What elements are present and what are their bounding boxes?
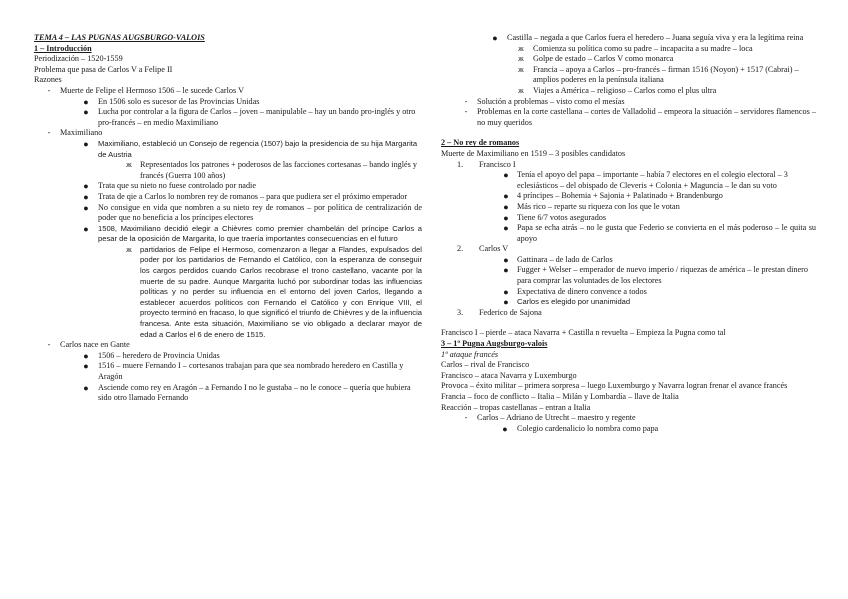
bullet-icon: ● — [83, 223, 89, 234]
bullet-icon: ● — [503, 170, 509, 181]
bullet-text: Trata que su nieto no fuese controlado por nadie — [98, 181, 256, 191]
list-item — [74, 361, 422, 382]
sub-bullet-icon: ж — [518, 54, 524, 64]
dash-marker: - — [47, 128, 51, 138]
dash-marker: - — [464, 96, 468, 106]
castilla-text: Castilla – negada a que Carlos fuera el heredero – Juana seguía viva y era la legítima reina — [507, 33, 804, 42]
list-item — [483, 33, 816, 44]
bullet-text: Fugger + Welser – emperador de nuevo imperio / riquezas de américa – le prestan dinero para comprar las voluntades de los electores — [517, 265, 808, 286]
bullet-text: Colegio cardenalicio lo nombra como papa — [517, 423, 659, 433]
bullet-text: Tenía el apoyo del papa – importante – había 7 electores en el colegio electoral – 3 eclesiásticos – del obispado de Cleveris + Colonia + Maguncia – le dan su voto — [517, 170, 788, 190]
bullet-icon: ● — [503, 223, 509, 234]
list-item — [74, 97, 422, 108]
maximiliano-text: Maximiliano — [60, 128, 103, 138]
bullet-icon: ● — [503, 201, 509, 212]
sub-bullet-text: Comienza su política como su padre – incapacita a su madre – loca — [533, 43, 753, 53]
list-item — [509, 65, 816, 86]
list-item — [509, 44, 816, 55]
list-item — [493, 424, 816, 435]
list-item — [74, 383, 422, 404]
bullet-text: Tiene 6/7 votos asegurados — [517, 212, 607, 222]
section-heading-pugna: 3 – 1º Pugna Augsburgo-valois — [441, 339, 548, 349]
francisco-pierde-text: Francisco I – pierde – ataca Navarra + Castilla n revuelta – Empieza la Pugna como tal — [441, 328, 726, 338]
muerte-felipe-text: Muerte de Felipe el Hermoso 1506 – le sucede Carlos V — [60, 85, 245, 95]
bullet-text: 4 príncipes – Bohemia + Sajonia + Palatinado + Brandenburgo — [517, 191, 723, 201]
dash-marker: - — [47, 340, 51, 350]
sub-bullet-icon: ж — [126, 244, 132, 254]
bullet-text: 1506 – heredero de Provincia Unidas — [98, 350, 220, 360]
bullet-icon: ● — [83, 181, 89, 192]
bullet-text: 1508, Maximiliano decidió elegir a Chièvres como premier chambelán del príncipe Carlos a pesar de la oposición de Margarita, lo que traería importantes consecuencias en el futuro — [98, 223, 422, 244]
list-item — [457, 244, 816, 255]
sub-bullet-icon: ж — [518, 64, 524, 74]
bullet-icon: ● — [83, 382, 89, 393]
periodizacion-text: Periodización – 1520-1559 — [34, 54, 123, 64]
list-item — [495, 191, 816, 202]
bullet-text: Más rico – reparte su riqueza con los que le votan — [517, 201, 680, 211]
bullet-icon: ● — [83, 191, 89, 202]
document-title: TEMA 4 – LAS PUGNAS AUGSBURGO-VALOIS — [34, 33, 205, 42]
sub-bullet-text: Francia – apoya a Carlos – pro-francés – firman 1516 (Noyon) + 1517 (Cabrai) – amplios poderes en la península italiana — [533, 64, 799, 85]
sub-bullet-text: Viajes a América – religioso – Carlos como el plus ultra — [533, 85, 717, 95]
bullet-text: Trata de qie a Carlos lo nombren rey de romanos – para que pudiera ser el próximo emperador — [98, 191, 408, 201]
list-item — [74, 181, 422, 192]
list-item — [74, 224, 422, 245]
number-marker: 3. — [457, 307, 464, 317]
number-marker: 2. — [457, 244, 464, 254]
list-item — [38, 128, 422, 139]
right-column — [441, 33, 816, 434]
list-item — [118, 160, 422, 181]
bullet-icon: ● — [83, 138, 89, 149]
list-item — [74, 192, 422, 203]
spacer — [441, 318, 816, 328]
carlos-rival-text: Carlos – rival de Francisco — [441, 360, 530, 370]
dash-marker: - — [464, 413, 468, 423]
carlos-gante-text: Carlos nace en Gante — [60, 340, 130, 350]
candidate-text: Federico de Sajona — [479, 307, 542, 317]
list-item — [455, 413, 816, 424]
bullet-icon: ● — [503, 297, 509, 308]
sub-bullet-icon: ж — [518, 43, 524, 53]
problema-text: Problema que pasa de Carlos V a Felipe II — [34, 64, 173, 74]
number-marker: 1. — [457, 159, 464, 169]
list-item — [455, 97, 816, 108]
bullet-icon: ● — [503, 265, 509, 276]
bullet-text: Lucha por controlar a la figura de Carlos – joven – manipulable – hay un bando pro-inglés y otro pro-francés – en medio Maximiliano — [98, 107, 416, 127]
bullet-icon: ● — [83, 107, 89, 118]
francisco-ataca-text: Francisco – ataca Navarra y Luxemburgo — [441, 370, 577, 380]
francia-foco-text: Francia – foco de conflicto – Italia – Milán y Lombardía – llave de Italia — [441, 392, 679, 401]
problemas-text: Problemas en la corte castellana – cortes de Valladolid – empeora la situación – servidores flamencos – no muy queridos — [477, 107, 816, 127]
list-item — [495, 297, 816, 308]
bullet-text: Carlos es elegido por unanimidad — [517, 297, 631, 307]
list-item — [495, 287, 816, 298]
section-heading-rey-romanos: 2 – No rey de romanos — [441, 138, 520, 148]
list-item — [495, 265, 816, 286]
bullet-icon: ● — [503, 286, 509, 297]
ataque-frances-text: 1º ataque francés — [441, 349, 499, 359]
left-column — [34, 33, 422, 404]
list-item — [74, 203, 422, 224]
solucion-text: Solución a problemas – visto como el mesías — [477, 96, 625, 106]
bullet-text: No consigue en vida que nombren a su nieto rey de romanos – por política de centralización de poder que no beneficia a los príncipes electores — [98, 202, 422, 223]
bullet-text: En 1506 solo es sucesor de las Provincias Unidas — [98, 96, 260, 106]
spacer — [441, 128, 816, 138]
list-item — [74, 351, 422, 362]
carlos-adriano-text: Carlos – Adriano de Utrecht – maestro y regente — [477, 413, 636, 423]
list-item — [457, 160, 816, 171]
list-item — [495, 213, 816, 224]
provoca-text: Provoca – éxito militar – primera sorpresa – luego Luxemburgo y Navarra logran frenar el avance francés — [441, 381, 788, 391]
list-item — [74, 139, 422, 160]
list-item — [38, 86, 422, 97]
dash-marker: - — [464, 107, 468, 117]
sub-bullet-text: partidarios de Felipe el Hermoso, comenzaron a llegar a Flandes, expulsados del poder por los partidarios de Fernando el Católico, con la esperanza de conseguir los cargos perdidos cuando Carlos recobrase el trono castellano, vacante por la muerte de su padre. Aunque Margarita luchó por subordinar todas las influencias políticas y no perder su influencia en el entorno del joven Carlos, llegando a establecer acuerdos políticos con Fernando el Católico y con Enrique VIII, el proyecto terminó en fracaso, lo que significó el triunfo de Chièvres y de la influencia francesa. Ante esta situación, Maximiliano se vio obligado a declarar mayor de edad a Carlos el 6 de enero de 1515. — [140, 244, 422, 339]
bullet-icon: ● — [502, 423, 508, 434]
sub-bullet-text: Golpe de estado – Carlos V como monarca — [533, 54, 674, 64]
bullet-text: Maximiliano, estableció un Consejo de regencia (1507) bajo la presidencia de su hija Margarita de Austria — [98, 138, 418, 159]
candidate-text: Carlos V — [479, 244, 509, 254]
bullet-icon: ● — [492, 33, 498, 43]
list-item — [38, 340, 422, 351]
bullet-icon: ● — [503, 191, 509, 202]
bullet-text: Gattinara – de lado de Carlos — [517, 254, 613, 264]
bullet-text: 1516 – muere Fernando I – cortesanos trabajan para que sea nombrado heredero en Castilla y Aragón — [98, 361, 404, 381]
sub-bullet-icon: ж — [126, 160, 132, 170]
muerte-max-text: Muerte de Maximiliano en 1519 – 3 posibles candidatos — [441, 148, 626, 158]
bullet-text: Expectativa de dinero convence a todos — [517, 286, 647, 296]
sub-bullet-text: Representados los patrones + poderosos de las facciones cortesanas – bando inglés y francés (Guerra 100 años) — [140, 160, 418, 180]
bullet-icon: ● — [83, 350, 89, 361]
bullet-text: Papa se echa atrás – no le gusta que Federio se convierta en el más poderoso – le quita su apoyo — [517, 223, 816, 243]
list-item — [495, 255, 816, 266]
list-item — [455, 107, 816, 128]
section-heading-introduccion: 1 – Introducción — [34, 43, 92, 53]
bullet-icon: ● — [83, 96, 89, 107]
bullet-text: Asciende como rey en Aragón – a Fernando I no le gustaba – no le conoce – quería que hubiera sido otro llamado Fernando — [98, 382, 411, 403]
candidate-text: Francisco I — [479, 159, 516, 169]
reaccion-text: Reacción – tropas castellanas – entran a Italia — [441, 402, 591, 412]
list-item — [495, 202, 816, 213]
list-item — [495, 170, 816, 191]
list-item — [74, 107, 422, 128]
bullet-icon: ● — [503, 212, 509, 223]
list-item — [118, 245, 422, 340]
dash-marker: - — [47, 85, 51, 95]
list-item — [509, 54, 816, 65]
razones-text: Razones — [34, 75, 62, 85]
list-item — [509, 86, 816, 97]
bullet-icon: ● — [503, 254, 509, 265]
list-item — [495, 223, 816, 244]
list-item — [457, 308, 816, 319]
bullet-icon: ● — [83, 202, 89, 213]
bullet-icon: ● — [83, 361, 89, 372]
sub-bullet-icon: ж — [518, 85, 524, 95]
